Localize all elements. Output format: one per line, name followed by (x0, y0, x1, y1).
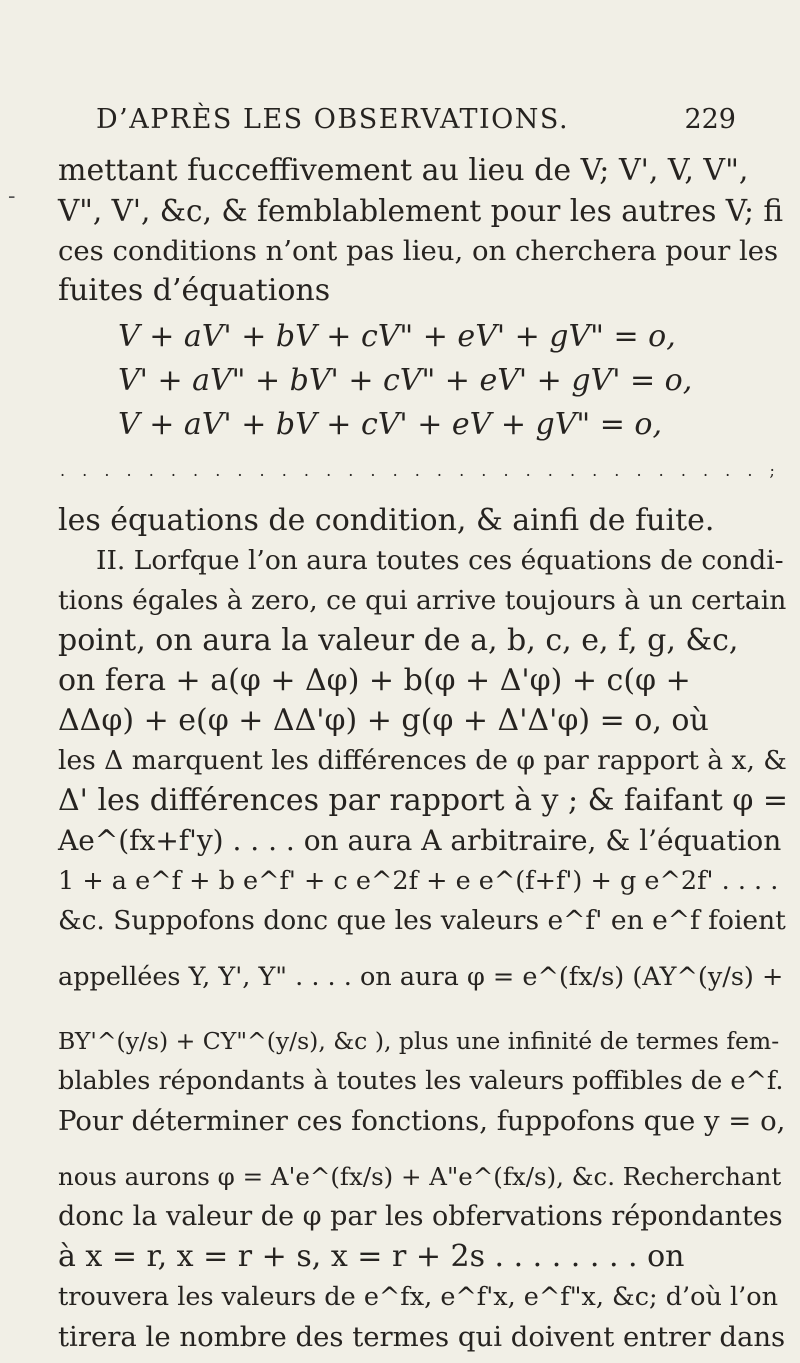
text-line: à x = r, x = r + s, x = r + 2s . . . . . . . . on (58, 1239, 685, 1274)
running-title: D’APRÈS LES OBSERVATIONS. (96, 104, 570, 135)
text-line: les Δ marquent les différences de φ par rapport à x, & (58, 745, 787, 776)
ellipsis-line: . . . . . . . . . . . . . . . . . . . . . . . . . . . . . . . . ; (60, 461, 781, 480)
text-line: point, on aura la valeur de a, b, c, e, f, g, &c, (58, 623, 739, 658)
text-line: Δ' les différences par rapport à y ; & faifant φ = (58, 783, 789, 818)
text-line: V", V', &c, & femblablement pour les autres V; fi (58, 194, 784, 228)
text-line: nous aurons φ = A'e^(fx/s) + A"e^(fx/s), &c. Recherchant (58, 1162, 782, 1191)
running-header (96, 104, 736, 135)
text-line: donc la valeur de φ par les obfervations répondantes (58, 1201, 783, 1232)
text-line: on fera + a(φ + Δφ) + b(φ + Δ'φ) + c(φ + (58, 663, 691, 698)
text-line: blables répondants à toutes les valeurs poffibles de e^f. (58, 1066, 784, 1096)
text-line: 1 + a e^f + b e^f' + c e^2f + e e^(f+f') + g e^2f' . . . . (58, 866, 779, 896)
text-line: tirera le nombre des termes qui doivent entrer dans (58, 1321, 786, 1353)
margin-mark: - (8, 184, 16, 209)
text-line: appellées Y, Y', Y" . . . . on aura φ = e^(fx/s) (AY^(y/s) + (58, 962, 784, 992)
text-line: ces conditions n’ont pas lieu, on cherchera pour les (58, 235, 779, 267)
equation-line: V + aV' + bV + cV" + eV' + gV" = o, (118, 319, 676, 354)
equation-line: V' + aV" + bV' + cV" + eV' + gV' = o, (118, 363, 693, 398)
equation-line: V + aV' + bV + cV' + eV + gV" = o, (118, 407, 662, 442)
page-number: 229 (684, 104, 736, 135)
text-line: tions égales à zero, ce qui arrive toujours à un certain (58, 585, 787, 616)
text-line: BY'^(y/s) + CY"^(y/s), &c ), plus une infinité de termes fem- (58, 1027, 780, 1055)
text-line: mettant fucceffivement au lieu de V; V', V, V", (58, 153, 749, 188)
text-line: &c. Suppofons donc que les valeurs e^f' en e^f foient (58, 905, 786, 936)
text-line: fuites d’équations (58, 273, 331, 308)
text-line: les équations de condition, & ainfi de fuite. (58, 503, 715, 538)
text-line: Pour déterminer ces fonctions, fuppofons que y = o, (58, 1105, 786, 1137)
text-line: Ae^(fx+f'y) . . . . on aura A arbitraire, & l’équation (58, 824, 782, 857)
text-line: ΔΔφ) + e(φ + ΔΔ'φ) + g(φ + Δ'Δ'φ) = o, où (58, 703, 709, 738)
section-start-line: II. Lorfque l’on aura toutes ces équations de condi- (96, 545, 784, 576)
text-line: trouvera les valeurs de e^fx, e^f'x, e^f"x, &c; d’où l’on (58, 1282, 779, 1312)
